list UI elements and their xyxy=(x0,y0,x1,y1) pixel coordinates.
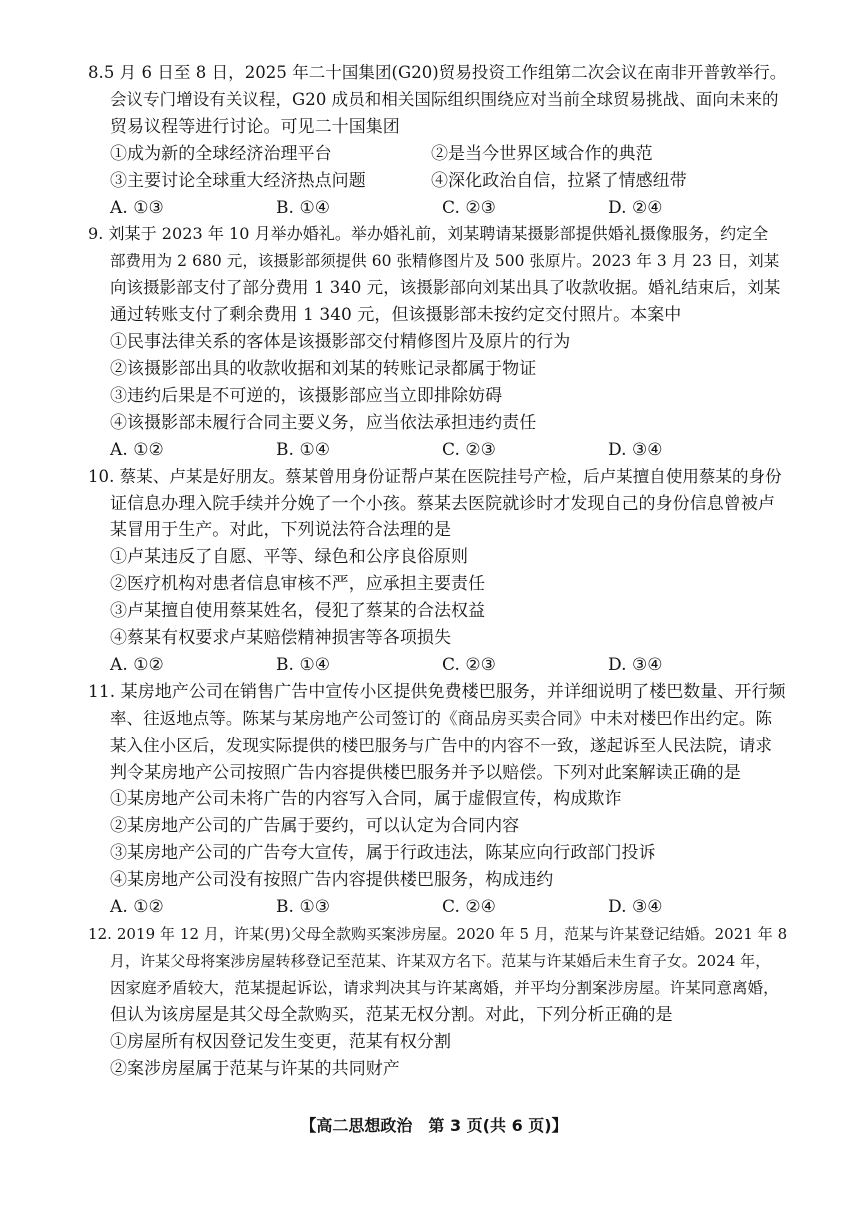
question-11 xyxy=(88,679,788,921)
question-stem-line: 但认为该房屋是其父母全款购买，范某无权分割。对此，下列分析正确的是 xyxy=(110,1004,673,1025)
question-stem-line: 因家庭矛盾较大，范某提起诉讼，请求判决其与许某离婚，并平均分割案涉房屋。许某同意离婚， xyxy=(110,978,779,997)
option-statement: ①某房地产公司未将广告的内容写入合同，属于虚假宣传，构成欺诈 xyxy=(110,789,622,810)
answer-choice-d: D. ③④ xyxy=(608,439,663,460)
option-statement: ①民事法律关系的客体是该摄影部交付精修图片及原片的行为 xyxy=(110,332,571,353)
option-statement: ①房屋所有权因登记发生变更，范某有权分割 xyxy=(110,1031,451,1052)
question-stem-line: 12. 2019 年 12 月，许某(男)父母全款购买案涉房屋。2020 年 5 月，范某与许某登记结婚。2021 年 8 xyxy=(88,925,788,943)
answer-choice-b: B. ①④ xyxy=(276,197,331,218)
question-stem-line: 8.5 月 6 日至 8 日，2025 年二十国集团(G20)贸易投资工作组第二次会议在南非开普敦举行。 xyxy=(88,63,787,82)
option-statement: ③卢某擅自使用蔡某姓名，侵犯了蔡某的合法权益 xyxy=(110,601,486,622)
option-statement: ③违约后果是不可逆的，该摄影部应当立即排除妨碍 xyxy=(110,385,503,406)
answer-choice-c: C. ②③ xyxy=(442,439,496,460)
option-statement: ③某房地产公司的广告夸大宣传，属于行政违法，陈某应向行政部门投诉 xyxy=(110,843,656,864)
option-row xyxy=(88,141,788,168)
answer-choice-c: C. ②③ xyxy=(442,197,496,218)
question-12 xyxy=(88,921,788,1082)
option-row xyxy=(88,168,788,195)
answer-choices xyxy=(88,652,788,679)
answer-choice-a: A. ①② xyxy=(110,654,164,675)
answer-choices xyxy=(88,437,788,464)
question-stem-line: 11. 某房地产公司在销售广告中宣传小区提供免费楼巴服务，并详细说明了楼巴数量、开行频 xyxy=(88,681,786,702)
answer-choice-d: D. ③④ xyxy=(608,897,663,918)
option-statement: ②案涉房屋属于范某与许某的共同财产 xyxy=(110,1058,400,1079)
answer-choice-b: B. ①③ xyxy=(276,897,331,918)
option-statement: ②医疗机构对患者信息审核不严，应承担主要责任 xyxy=(110,574,486,595)
answer-choice-a: A. ①③ xyxy=(110,197,164,218)
exam-page xyxy=(88,60,788,1082)
answer-choice-b: B. ①④ xyxy=(276,439,331,460)
question-8 xyxy=(88,60,788,221)
option-statement: ②某房地产公司的广告属于要约，可以认定为合同内容 xyxy=(110,816,520,837)
option-statement: ②该摄影部出具的收款收据和刘某的转账记录都属于物证 xyxy=(110,358,537,379)
answer-choice-a: A. ①② xyxy=(110,439,164,460)
option-statement: ④该摄影部未履行合同主要义务，应当依法承担违约责任 xyxy=(110,412,537,433)
option-statement: ②是当今世界区域合作的典范 xyxy=(431,143,653,164)
option-statement: ④深化政治自信，拉紧了情感纽带 xyxy=(431,170,687,191)
answer-choice-c: C. ②③ xyxy=(442,654,496,675)
option-statement: ③主要讨论全球重大经济热点问题 xyxy=(110,170,366,191)
question-stem-line: 会议专门增设有关议程，G20 成员和相关国际组织围绕应对当前全球贸易挑战、面向未来的 xyxy=(110,89,779,109)
answer-choice-d: D. ②④ xyxy=(608,197,663,218)
answer-choice-b: B. ①④ xyxy=(276,654,331,675)
answer-choices xyxy=(88,894,788,921)
option-statement: ④某房地产公司没有按照广告内容提供楼巴服务，构成违约 xyxy=(110,870,554,891)
page-footer: 【高二思想政治 第 3 页(共 6 页)】 xyxy=(300,1116,568,1135)
question-stem-line: 贸易议程等进行讨论。可见二十国集团 xyxy=(110,116,400,137)
question-stem-line: 证信息办理入院手续并分娩了一个小孩。蔡某去医院就诊时才发现自己的身份信息曾被卢 xyxy=(110,493,775,514)
answer-choice-c: C. ②④ xyxy=(442,897,496,918)
question-stem-line: 率、往返地点等。陈某与某房地产公司签订的《商品房买卖合同》中未对楼巴作出约定。陈 xyxy=(110,708,772,728)
question-stem-line: 某冒用于生产。对此，下列说法符合法理的是 xyxy=(110,520,451,541)
question-10 xyxy=(88,464,788,679)
option-statement: ①卢某违反了自愿、平等、绿色和公序良俗原则 xyxy=(110,547,469,568)
question-stem-line: 判令某房地产公司按照广告内容提供楼巴服务并予以赔偿。下列对此案解读正确的是 xyxy=(110,762,741,783)
question-stem-line: 通过转账支付了剩余费用 1 340 元，但该摄影部未按约定交付照片。本案中 xyxy=(110,305,682,326)
option-statement: ④蔡某有权要求卢某赔偿精神损害等各项损失 xyxy=(110,628,451,649)
question-stem-line: 10. 蔡某、卢某是好朋友。蔡某曾用身份证帮卢某在医院挂号产检，后卢某擅自使用蔡某的身份 xyxy=(88,466,782,486)
question-9 xyxy=(88,221,788,463)
answer-choice-a: A. ①② xyxy=(110,897,164,918)
answer-choice-d: D. ③④ xyxy=(608,654,663,675)
question-stem-line: 向该摄影部支付了部分费用 1 340 元，该摄影部向刘某出具了收款收据。婚礼结束后，刘某 xyxy=(110,278,781,298)
question-stem-line: 9. 刘某于 2023 年 10 月举办婚礼。举办婚礼前，刘某聘请某摄影部提供婚礼摄像服务，约定全 xyxy=(88,224,769,244)
question-stem-line: 部费用为 2 680 元，该摄影部须提供 60 张精修图片及 500 张原片。2023 年 3 月 23 日，刘某 xyxy=(110,252,780,271)
answer-choices xyxy=(88,195,788,222)
question-stem-line: 月，许某父母将案涉房屋转移登记至范某、许某双方名下。范某与许某婚后未生育子女。2024 年， xyxy=(110,951,771,970)
option-statement: ①成为新的全球经济治理平台 xyxy=(110,143,332,164)
question-stem-line: 某入住小区后，发现实际提供的楼巴服务与广告中的内容不一致，遂起诉至人民法院，请求 xyxy=(110,735,772,755)
